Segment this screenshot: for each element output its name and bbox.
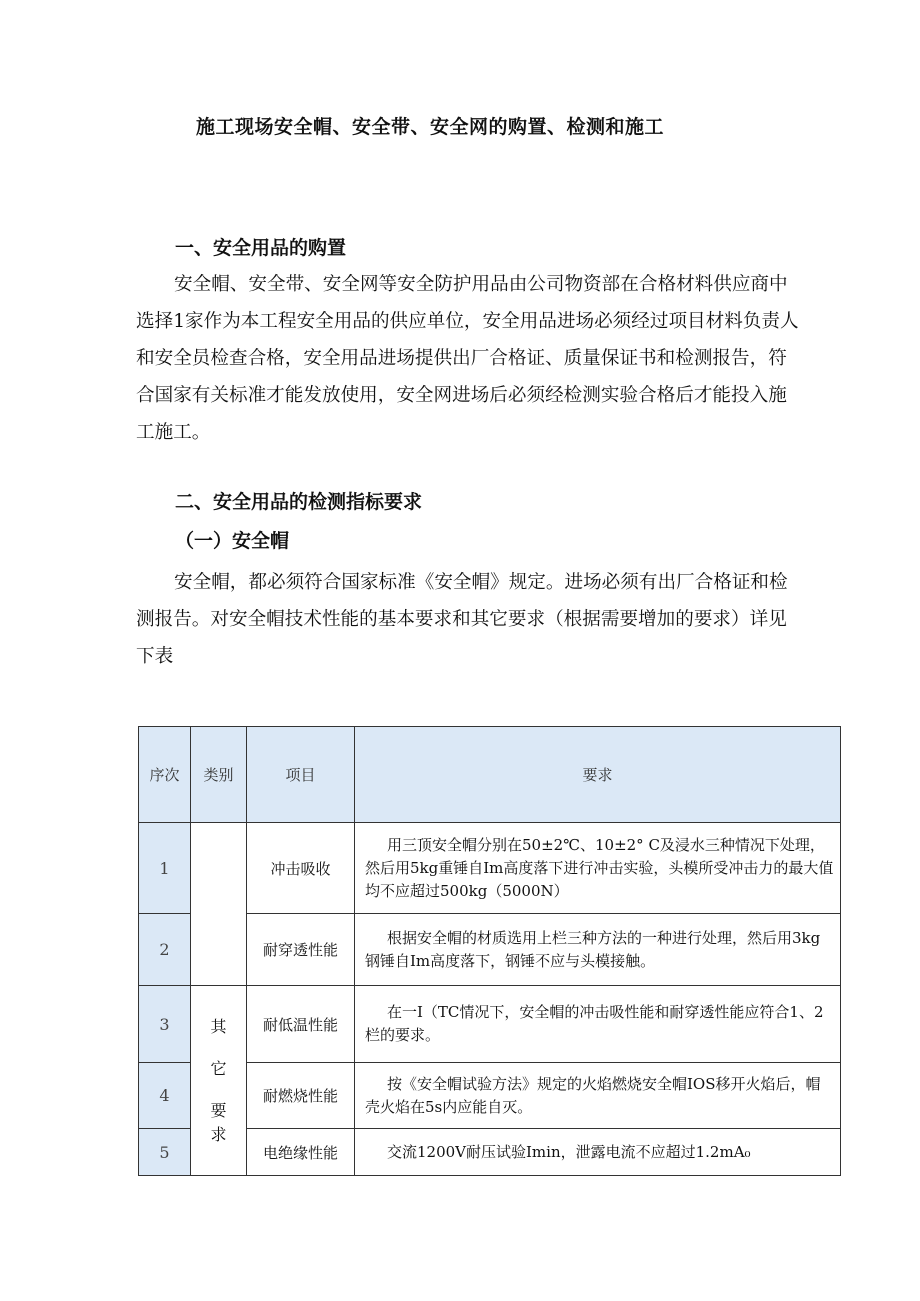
- section1-line: 安全帽、安全带、安全网等安全防护用品由公司物资部在合格材料供应商中: [174, 274, 788, 295]
- row-requirement-text: 用三顶安全帽分别在50±2℃、10±2° C及浸水三种情况下处理，然后用5kg重锤自Im高度落下进行冲击实验，头模所受冲击力的最大值均不应超过500kg（5000N）: [365, 835, 834, 900]
- table-row: [139, 823, 841, 914]
- requirements-table: [138, 726, 841, 1176]
- row-item: 耐低温性能: [247, 986, 355, 1063]
- category-char: 其: [210, 1016, 227, 1036]
- row-item: 冲击吸收: [247, 823, 355, 914]
- row-requirement: [355, 1129, 841, 1176]
- header-category: 类别: [191, 727, 247, 823]
- section1-line: 和安全员检查合格，安全用品进场提供出厂合格证、质量保证书和检测报告，符: [136, 348, 787, 369]
- category-char: 要: [210, 1100, 227, 1120]
- section1-paragraph: [136, 266, 850, 451]
- row-item: 耐燃烧性能: [247, 1063, 355, 1129]
- row-requirement: [355, 1063, 841, 1129]
- section1-line: 工施工。: [136, 422, 211, 443]
- section1-line: 选择1家作为本工程安全用品的供应单位，安全用品进场必须经过项目材料负责人: [136, 311, 799, 332]
- subsection1-heading: （一）安全帽: [175, 530, 290, 552]
- row-requirement: [355, 914, 841, 986]
- row-requirement-text: 按《安全帽试验方法》规定的火焰燃烧安全帽IOS移开火焰后，帽壳火焰在5s内应能自灭。: [365, 1074, 821, 1116]
- section1-heading: 一、安全用品的购置: [175, 237, 347, 259]
- category-char: 它: [210, 1058, 227, 1078]
- category-basic: [191, 823, 247, 986]
- subsection1-paragraph: [136, 564, 850, 675]
- document-title: 施工现场安全帽、安全带、安全网的购置、检测和施工: [195, 116, 664, 138]
- row-item: 电绝缘性能: [247, 1129, 355, 1176]
- header-seq: 序次: [139, 727, 191, 823]
- subsection1-line: 安全帽，都必须符合国家标准《安全帽》规定。进场必须有出厂合格证和检: [174, 572, 788, 593]
- header-requirement: 要求: [355, 727, 841, 823]
- section2-heading: 二、安全用品的检测指标要求: [175, 491, 423, 513]
- row-number: 5: [139, 1129, 191, 1176]
- row-requirement-text: 交流1200V耐压试验Imin，泄露电流不应超过1.2mA₀: [387, 1142, 751, 1161]
- section1-line: 合国家有关标准才能发放使用，安全网进场后必须经检测实验合格后才能投入施: [136, 385, 787, 406]
- row-requirement-text: 根据安全帽的材质选用上栏三种方法的一种进行处理，然后用3kg钢锤自Im高度落下，钢锤不应与头模接触。: [365, 928, 821, 970]
- row-number: 1: [139, 823, 191, 914]
- row-requirement: [355, 823, 841, 914]
- row-item: 耐穿透性能: [247, 914, 355, 986]
- category-other: [191, 986, 247, 1176]
- row-number: 2: [139, 914, 191, 986]
- category-char: 求: [210, 1124, 227, 1144]
- row-requirement: [355, 986, 841, 1063]
- table-row: [139, 986, 841, 1063]
- row-number: 3: [139, 986, 191, 1063]
- header-item: 项目: [247, 727, 355, 823]
- row-requirement-text: 在一I（TC情况下，安全帽的冲击吸性能和耐穿透性能应符合1、2栏的要求。: [365, 1003, 824, 1044]
- row-number: 4: [139, 1063, 191, 1129]
- subsection1-line: 下表: [136, 646, 174, 667]
- subsection1-line: 测报告。对安全帽技术性能的基本要求和其它要求（根据需要增加的要求）详见: [136, 609, 787, 630]
- table-header-row: [139, 727, 841, 823]
